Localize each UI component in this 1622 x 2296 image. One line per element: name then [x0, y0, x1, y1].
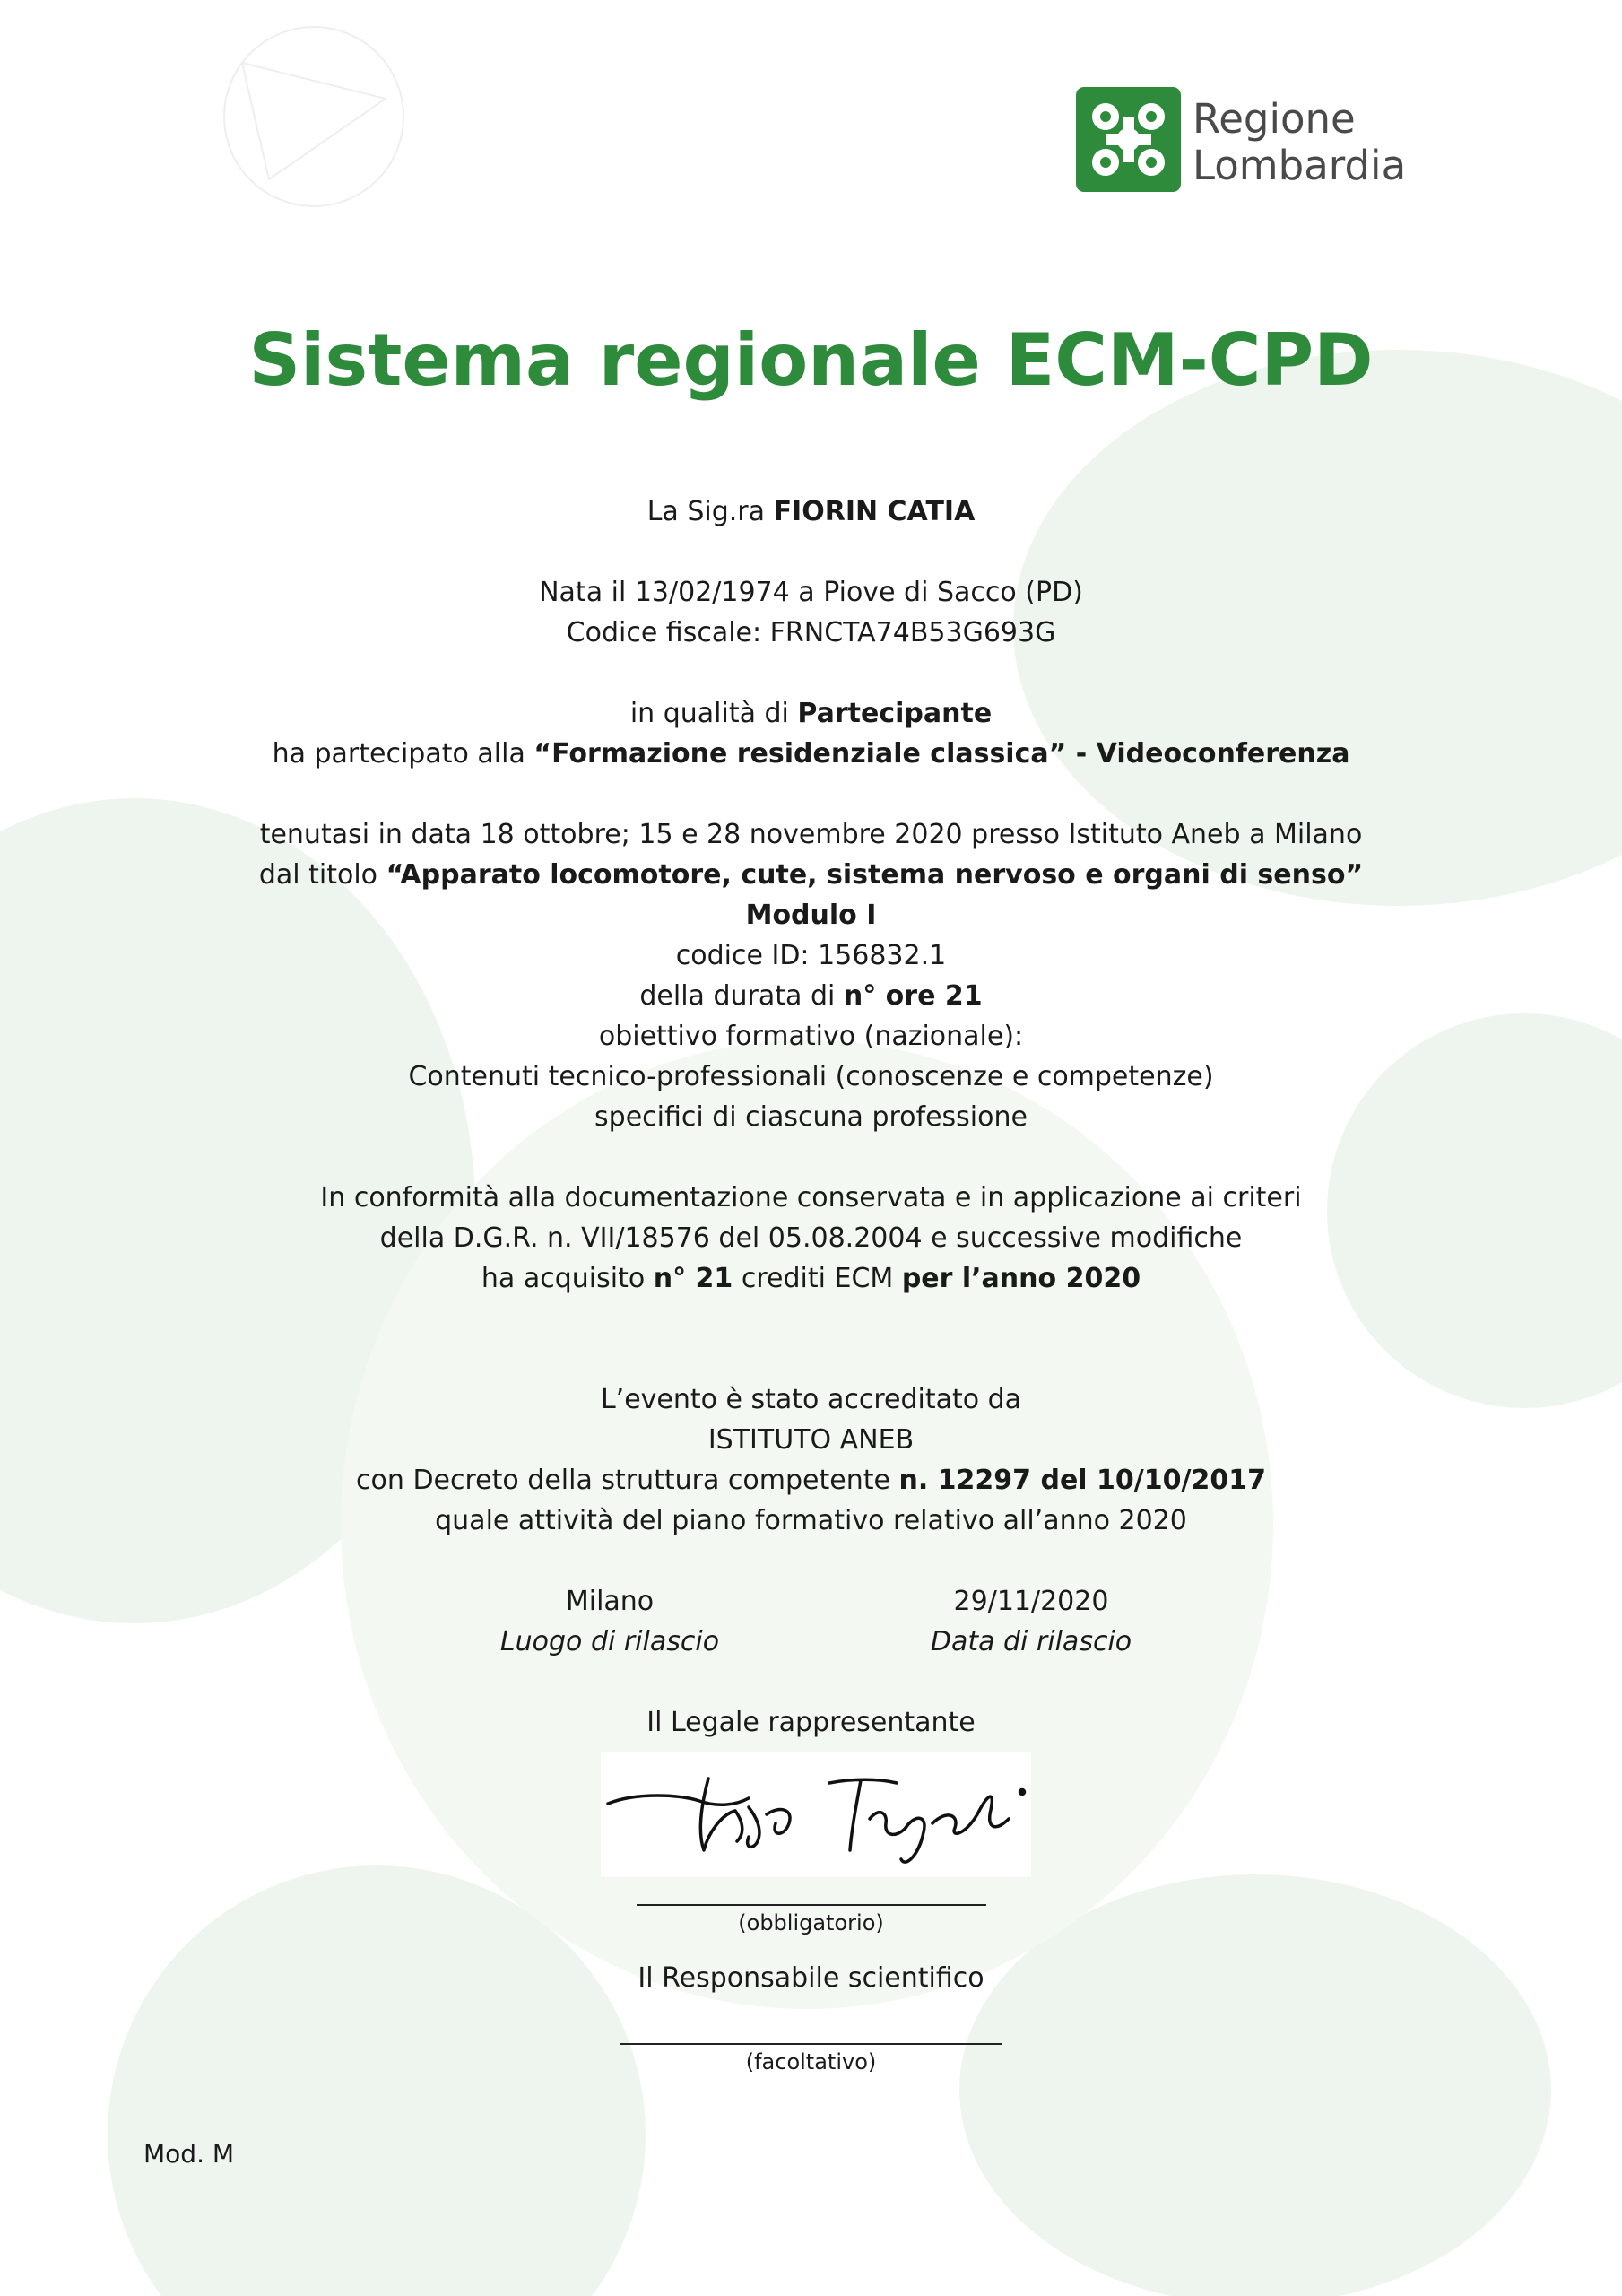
issue-date-column [852, 1581, 1210, 1662]
credits-line [0, 1258, 1622, 1299]
participation-prefix: ha partecipato alla [272, 738, 534, 770]
handwritten-signature-icon [601, 1752, 1031, 1877]
event-code: codice ID: 156832.1 [675, 940, 947, 971]
tax-code-line: Codice fiscale: FRNCTA74B53G693G [566, 617, 1056, 648]
legal-representative-label: Il Legale rappresentante [646, 1707, 976, 1738]
logo-wordmark [1193, 96, 1406, 189]
certificate-body [0, 491, 1622, 2079]
legal-signature-note: (obbligatorio) [738, 1910, 884, 1935]
event-title: “Apparato locomotore, cute, sistema nervoso e organi di senso” [386, 859, 1364, 891]
regione-lombardia-rosa-camuna-icon [1076, 87, 1181, 192]
issue-date: 29/11/2020 [953, 1586, 1109, 1617]
objective-label: obiettivo formativo (nazionale): [598, 1021, 1024, 1052]
event-duration-line [0, 976, 1622, 1016]
logo-line-2: Lombardia [1193, 142, 1407, 189]
issue-date-label: Data di rilascio [930, 1626, 1132, 1657]
decree-line [0, 1460, 1622, 1500]
event-title-line [0, 855, 1622, 895]
objective-line-1: Contenuti tecnico-professionali (conoscenze e competenze) [408, 1061, 1214, 1092]
credits-prefix: ha acquisito [481, 1263, 654, 1294]
participant-line [0, 491, 1622, 532]
accreditation-line-4: quale attività del piano formativo relativo all’anno 2020 [435, 1505, 1187, 1536]
participant-prefix: La Sig.ra [646, 496, 774, 527]
objective-line-2: specifici di ciascuna professione [594, 1101, 1028, 1133]
duration-prefix: della durata di [639, 980, 844, 1012]
scientific-responsible-label: Il Responsabile scientifico [638, 1962, 984, 1994]
role-prefix: in qualità di [629, 698, 798, 729]
credits-mid: crediti ECM [733, 1263, 902, 1294]
conformity-line-1: In conformità alla documentazione conservata e in applicazione ai criteri [320, 1182, 1302, 1213]
event-dates: tenutasi in data 18 ottobre; 15 e 28 novembre 2020 presso Istituto Aneb a Milano [259, 819, 1363, 850]
issue-place-column [430, 1581, 789, 1662]
participation-line [0, 734, 1622, 774]
event-module: Modulo I [745, 900, 877, 931]
duration-value: n° ore 21 [843, 980, 983, 1012]
form-model-label: Mod. M [143, 2139, 235, 2169]
issue-place: Milano [565, 1586, 655, 1617]
credits-year: per l’anno 2020 [901, 1263, 1141, 1294]
decree-value: n. 12297 del 10/10/2017 [898, 1465, 1266, 1496]
conformity-line-2: della D.G.R. n. VII/18576 del 05.08.2004 e successive modifiche [379, 1222, 1243, 1254]
issue-place-label: Luogo di rilascio [499, 1626, 720, 1657]
event-title-prefix: dal titolo [258, 859, 386, 891]
participation-type: “Formazione residenziale classica” - Videoconferenza [533, 738, 1350, 770]
birth-line: Nata il 13/02/1974 a Piove di Sacco (PD) [539, 577, 1083, 608]
credits-value: n° 21 [653, 1263, 733, 1294]
issue-place-date [0, 1581, 1622, 1662]
accreditation-line-1: L’evento è stato accreditato da [600, 1384, 1022, 1415]
participant-name: FIORIN CATIA [773, 496, 976, 527]
document-title: Sistema regionale ECM-CPD [248, 318, 1374, 402]
logo-line-1: Regione [1193, 95, 1356, 143]
role-line [0, 693, 1622, 734]
decree-prefix: con Decreto della struttura competente [356, 1465, 899, 1496]
signature-area [0, 1752, 1622, 1886]
scientific-signature-note: (facoltativo) [745, 2049, 877, 2074]
role-value: Partecipante [797, 698, 993, 729]
accreditation-provider: ISTITUTO ANEB [707, 1424, 915, 1456]
